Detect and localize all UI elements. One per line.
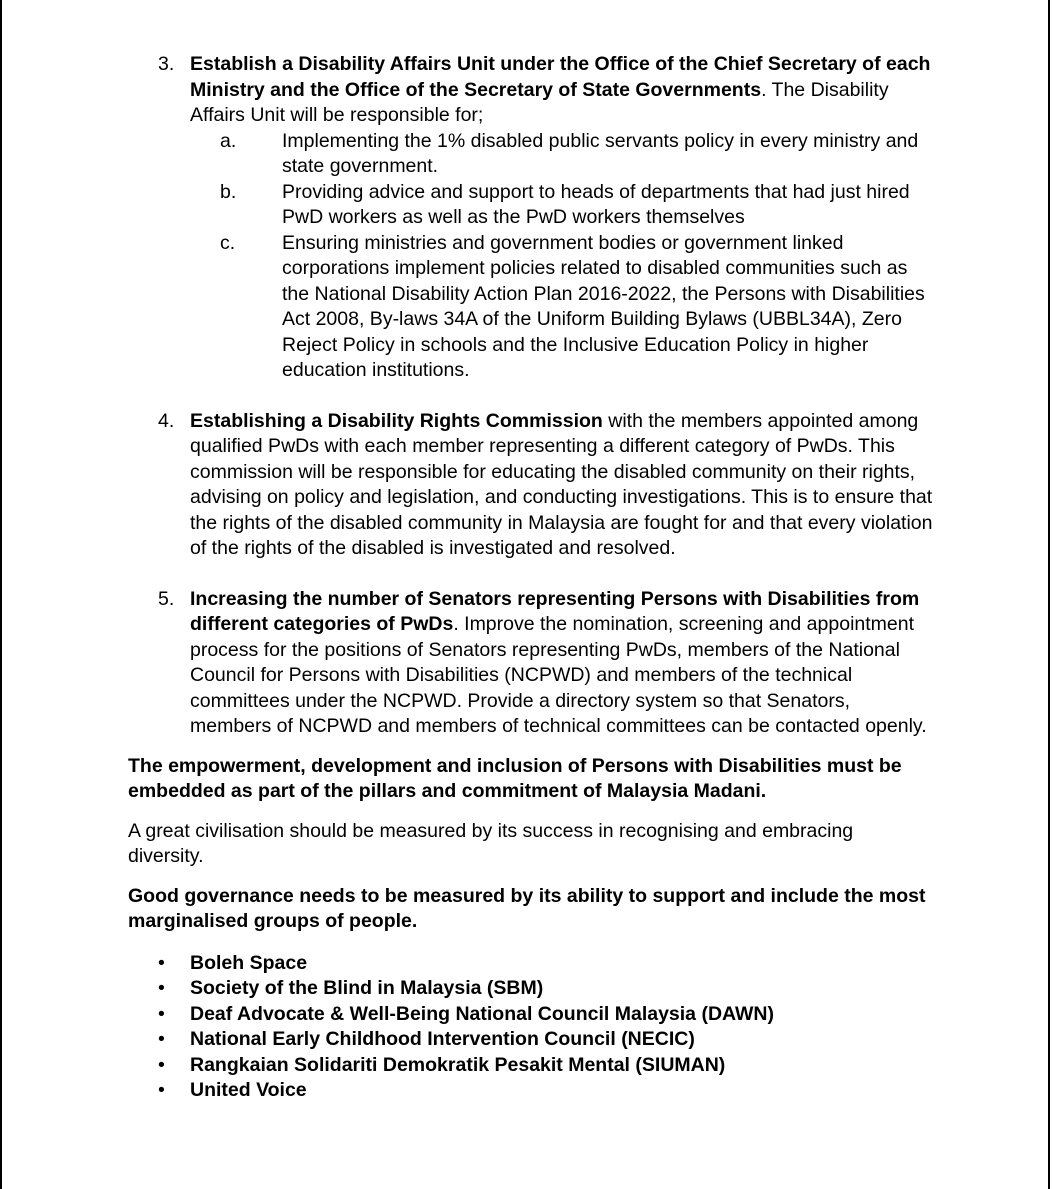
statement-governance: Good governance needs to be measured by its ability to support and include the most marginalised groups of people. (128, 884, 926, 932)
document-content (128, 52, 934, 1104)
list-item (128, 951, 934, 977)
item-heading: Establishing a Disability Rights Commission (190, 409, 603, 432)
item-body: . The Disability Affairs Unit will be responsible for; (190, 78, 889, 126)
item-number: 3. (158, 53, 175, 75)
item-body: with the members appointed among qualified PwDs with each member representing a different category of PwDs. This commission will be responsible for educating the disabled community on their rights, advising on policy and legislation, and conducting investigations. This is to ensure that the rights of the disabled community in Malaysia are fought for and that every violation of the rights of the disabled is investigated and resolved. (190, 409, 933, 559)
statement-empowerment: The empowerment, development and inclusion of Persons with Disabilities must be embedded as part of the pillars and commitment of Malaysia Madani. (128, 754, 902, 802)
organization-name: Deaf Advocate & Well-Being National Council Malaysia (DAWN) (190, 1002, 775, 1025)
item-number: 5. (158, 587, 175, 610)
numbered-item-4 (128, 409, 934, 562)
sub-item-letter: a. (220, 129, 237, 152)
organization-name: National Early Childhood Intervention Council (NECIC) (190, 1028, 695, 1050)
bullet-icon: • (158, 1053, 165, 1076)
item-number: 4. (158, 409, 175, 432)
numbered-item-3 (128, 52, 934, 129)
sub-item-a (128, 129, 934, 180)
list-item (128, 1002, 934, 1028)
bullet-icon: • (158, 1002, 165, 1025)
organization-name: Rangkaian Solidariti Demokratik Pesakit Mental (SIUMAN) (190, 1053, 726, 1076)
item-body: . Improve the nomination, screening and appointment process for the positions of Senators representing PwDs, members of the National Council for Persons with Disabilities (NCPWD) and members of the technical committees under the NCPWD. Provide a directory system so that Senators, members of NCPWD and members of technical committees can be contacted openly. (190, 613, 927, 737)
bullet-icon: • (158, 1079, 165, 1101)
bullet-icon: • (158, 977, 165, 999)
sub-item-c (128, 231, 934, 384)
organization-name: Boleh Space (190, 951, 308, 974)
sub-item-text: Providing advice and support to heads of departments that had just hired PwD workers as well as the PwD workers themselves (282, 180, 910, 228)
bullet-icon: • (158, 1028, 165, 1050)
sub-item-b (128, 180, 934, 231)
bullet-icon: • (158, 951, 165, 974)
sub-item-letter: c. (220, 231, 236, 254)
sub-item-text: Ensuring ministries and government bodies or government linked corporations implement policies related to disabled communities such as the National Disability Action Plan 2016-2022, the Persons with Disabilities Act 2008, By-laws 34A of the Uniform Building Bylaws (UBBL34A), Zero Reject Policy in schools and the Inclusive Education Policy in higher education institutions. (282, 231, 925, 381)
list-item (128, 976, 934, 1002)
organization-name: United Voice (190, 1079, 307, 1101)
numbered-item-5 (128, 587, 934, 740)
organization-name: Society of the Blind in Malaysia (SBM) (190, 977, 544, 999)
organization-list (128, 951, 934, 1104)
sub-item-letter: b. (220, 180, 237, 203)
spacer (128, 384, 934, 409)
item-heading: Increasing the number of Senators representing Persons with Disabilities from different categories of PwDs (190, 587, 920, 635)
list-item (128, 1078, 934, 1104)
list-item (128, 1027, 934, 1053)
spacer (128, 562, 934, 587)
item-heading: Establish a Disability Affairs Unit under the Office of the Chief Secretary of each Ministry and the Office of the Secretary of State Governments (190, 53, 931, 101)
statement-civilisation: A great civilisation should be measured by its success in recognising and embracing diversity. (128, 819, 854, 867)
list-item (128, 1053, 934, 1079)
sub-item-text: Implementing the 1% disabled public servants policy in every ministry and state government. (282, 129, 919, 177)
sub-list (128, 129, 934, 384)
